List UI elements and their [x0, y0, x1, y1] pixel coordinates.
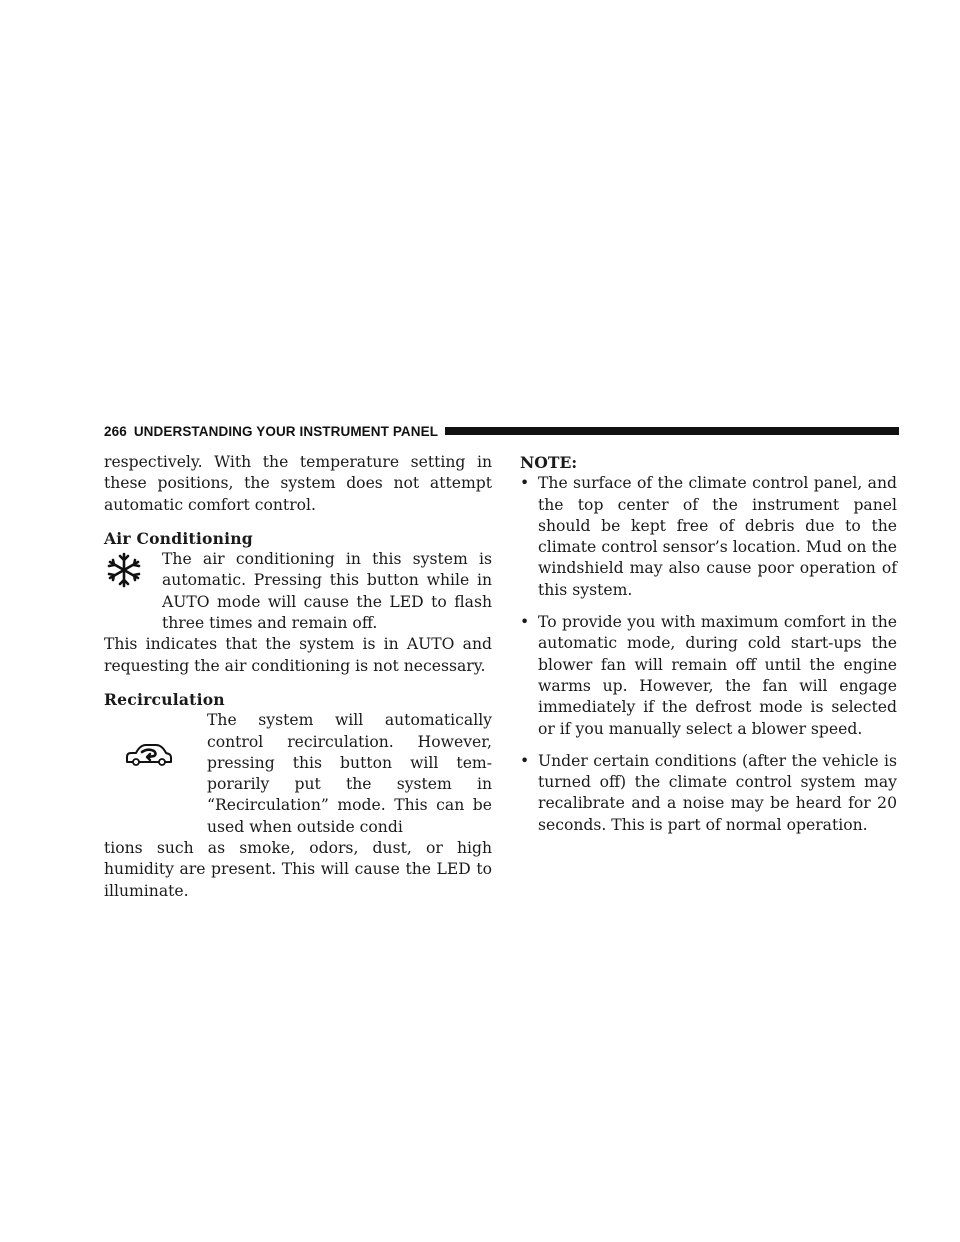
recirculation-icon: [124, 740, 174, 774]
recirc-description-continued: tions such as smoke, odors, dust, or high humidity are present. This will cause the LED to illuminate.: [104, 839, 492, 900]
snowflake-icon: [104, 551, 144, 595]
bullet-icon: •: [520, 613, 530, 632]
recirc-description: The system will automatically control recirculation. However, pressing this button will temporarily put the system in “Recirculation” mode. This can be used when outside condi: [207, 711, 492, 836]
note-label: NOTE:: [520, 453, 578, 472]
section-title: UNDERSTANDING YOUR INSTRUMENT PANEL: [133, 423, 439, 439]
right-column: [520, 452, 897, 836]
list-item-text: To provide you with maximum comfort in the automatic mode, during cold start-ups the blower fan will remain off until the engine warms up. However, the fan will engage immediately if the defrost mode is selected or if you manually select a blower speed.: [538, 613, 897, 738]
recirc-section: [104, 710, 492, 838]
ac-section: [104, 549, 492, 634]
ac-heading: Air Conditioning: [104, 528, 253, 548]
list-item: [520, 473, 897, 601]
recirc-heading: Recirculation: [104, 689, 225, 709]
list-item-text: The surface of the climate control panel, and the top center of the instrument panel should be kept free of debris due to the climate control sensor’s location. Mud on the windshield may also cause poor operation of this system.: [538, 474, 897, 599]
list-item: [520, 751, 897, 836]
intro-paragraph: respectively. With the temperature setting in these positions, the system does not attempt automatic comfort control.: [104, 453, 492, 514]
header-rule: [445, 427, 899, 435]
list-item: [520, 612, 897, 740]
page-header: [104, 420, 899, 442]
list-item-text: Under certain conditions (after the vehicle is turned off) the climate control system may recalibrate and a noise may be heard for 20 seconds. This is part of normal operation.: [538, 751, 897, 834]
note-list: [520, 473, 897, 836]
bullet-icon: •: [520, 751, 530, 770]
page-number: 266: [104, 423, 127, 439]
bullet-icon: •: [520, 474, 530, 493]
ac-description-continued: This indicates that the system is in AUTO and requesting the air conditioning is not necessary.: [104, 635, 492, 675]
ac-description: The air conditioning in this system is automatic. Pressing this button while in AUTO mode will cause the LED to flash three times and remain off.: [162, 550, 492, 633]
left-column: [104, 452, 492, 902]
